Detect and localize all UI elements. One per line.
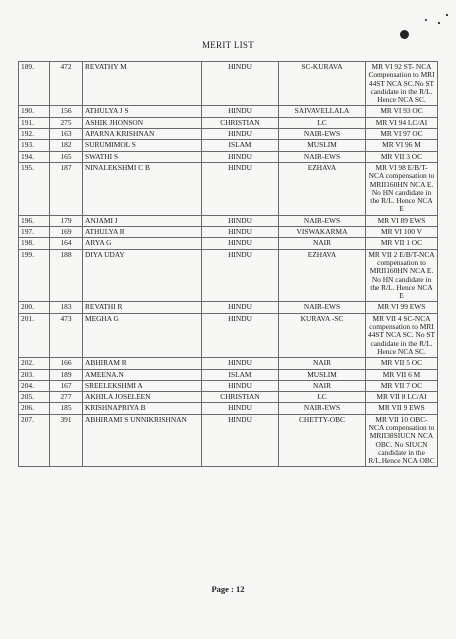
community-cell: CHETTY-OBC <box>279 414 366 467</box>
serial-number-cell: 204. <box>19 380 50 391</box>
religion-cell: ISLAM <box>202 369 279 380</box>
religion-cell: HINDU <box>202 62 279 106</box>
table-row <box>19 238 438 249</box>
candidate-name-cell: MEGHA G <box>83 313 202 357</box>
remark-cell: MR VI 89 EWS <box>366 215 438 226</box>
candidate-name-cell: SREELEKSHMI A <box>83 380 202 391</box>
community-cell: EZHAVA <box>279 162 366 215</box>
candidate-name-cell: SURUMIMOL S <box>83 140 202 151</box>
serial-number-cell: 206. <box>19 403 50 414</box>
table-row <box>19 62 438 106</box>
community-cell: NAIR <box>279 358 366 369</box>
table-row <box>19 106 438 117</box>
candidate-name-cell: ANJAMI J <box>83 215 202 226</box>
serial-number-cell: 192. <box>19 129 50 140</box>
remark-cell: MR VI 94 LC/AI <box>366 117 438 128</box>
community-cell: KURAVA -SC <box>279 313 366 357</box>
application-number-cell: 183 <box>50 302 83 313</box>
table-row <box>19 358 438 369</box>
community-cell: EZHAVA <box>279 249 366 302</box>
page-number: Page : 12 <box>211 584 245 594</box>
candidate-name-cell: ASHIK JHONSON <box>83 117 202 128</box>
application-number-cell: 169 <box>50 227 83 238</box>
religion-cell: CHRISTIAN <box>202 117 279 128</box>
community-cell: NAIR <box>279 380 366 391</box>
table-row <box>19 117 438 128</box>
candidate-name-cell: ATHULYA J S <box>83 106 202 117</box>
serial-number-cell: 202. <box>19 358 50 369</box>
candidate-name-cell: AMEENA.N <box>83 369 202 380</box>
remark-cell: MR VII 2 E/B/T-NCA compensation to MRII160HN NCA E. No HN candidate in the R/L. Hence NCA E <box>366 249 438 302</box>
serial-number-cell: 203. <box>19 369 50 380</box>
application-number-cell: 166 <box>50 358 83 369</box>
serial-number-cell: 189. <box>19 62 50 106</box>
scan-speck <box>438 22 440 24</box>
remark-cell: MR VII 5 OC <box>366 358 438 369</box>
candidate-name-cell: KRISHNAPRIYA B <box>83 403 202 414</box>
community-cell: SC-KURAVA <box>279 62 366 106</box>
religion-cell: HINDU <box>202 238 279 249</box>
table-row <box>19 302 438 313</box>
religion-cell: HINDU <box>202 302 279 313</box>
remark-cell: MR VII 7 OC <box>366 380 438 391</box>
remark-cell: MR VI 100 V <box>366 227 438 238</box>
remark-cell: MR VII 4 SC-NCA compensation to MRI 44ST NCA SC. No ST candidate in the R/L. Hence NCA SC. <box>366 313 438 357</box>
community-cell: MUSLIM <box>279 369 366 380</box>
candidate-name-cell: AKHILA JOSELEEN <box>83 392 202 403</box>
candidate-name-cell: SWATHI S <box>83 151 202 162</box>
remark-cell: MR VII 10 OBC- NCA compensation to MRII38SIUCN NCA OBC. No SIUCN candidate in the R/L.Hence NCA OBC <box>366 414 438 467</box>
candidate-name-cell: REVATHI R <box>83 302 202 313</box>
table-row <box>19 215 438 226</box>
religion-cell: HINDU <box>202 403 279 414</box>
religion-cell: HINDU <box>202 380 279 391</box>
serial-number-cell: 201. <box>19 313 50 357</box>
remark-cell: MR VI 98 E/B/T-NCA compensation to MRII160HN NCA E. No HN candidate in the R/L. Hence NCA E <box>366 162 438 215</box>
application-number-cell: 167 <box>50 380 83 391</box>
religion-cell: ISLAM <box>202 140 279 151</box>
serial-number-cell: 198. <box>19 238 50 249</box>
community-cell: VISWAKARMA <box>279 227 366 238</box>
scan-speck <box>425 19 427 21</box>
application-number-cell: 188 <box>50 249 83 302</box>
table-row <box>19 403 438 414</box>
serial-number-cell: 193. <box>19 140 50 151</box>
community-cell: NAIR <box>279 238 366 249</box>
candidate-name-cell: DIYA UDAY <box>83 249 202 302</box>
table-row <box>19 392 438 403</box>
table-row <box>19 129 438 140</box>
remark-cell: MR VI 99 EWS <box>366 302 438 313</box>
religion-cell: HINDU <box>202 227 279 238</box>
application-number-cell: 189 <box>50 369 83 380</box>
serial-number-cell: 199. <box>19 249 50 302</box>
serial-number-cell: 190. <box>19 106 50 117</box>
religion-cell: HINDU <box>202 249 279 302</box>
application-number-cell: 163 <box>50 129 83 140</box>
table-row <box>19 151 438 162</box>
candidate-name-cell: APARNA KRISHNAN <box>83 129 202 140</box>
remark-cell: MR VII 8 LC/AI <box>366 392 438 403</box>
community-cell: LC <box>279 117 366 128</box>
religion-cell: HINDU <box>202 358 279 369</box>
application-number-cell: 156 <box>50 106 83 117</box>
religion-cell: HINDU <box>202 215 279 226</box>
application-number-cell: 473 <box>50 313 83 357</box>
table-row <box>19 140 438 151</box>
application-number-cell: 164 <box>50 238 83 249</box>
religion-cell: HINDU <box>202 414 279 467</box>
application-number-cell: 472 <box>50 62 83 106</box>
religion-cell: HINDU <box>202 162 279 215</box>
religion-cell: CHRISTIAN <box>202 392 279 403</box>
religion-cell: HINDU <box>202 129 279 140</box>
table-row <box>19 249 438 302</box>
table-row <box>19 162 438 215</box>
remark-cell: MR VI 96 M <box>366 140 438 151</box>
candidate-name-cell: ABHIRAM R <box>83 358 202 369</box>
serial-number-cell: 197. <box>19 227 50 238</box>
candidate-name-cell: ARYA G <box>83 238 202 249</box>
candidate-name-cell: REVATHY M <box>83 62 202 106</box>
serial-number-cell: 196. <box>19 215 50 226</box>
community-cell: NAIR-EWS <box>279 403 366 414</box>
table-row <box>19 313 438 357</box>
community-cell: NAIR-EWS <box>279 129 366 140</box>
community-cell: NAIR-EWS <box>279 302 366 313</box>
scan-speck <box>446 14 448 16</box>
community-cell: NAIR-EWS <box>279 215 366 226</box>
remark-cell: MR VI 97 OC <box>366 129 438 140</box>
candidate-name-cell: ATHULYA R <box>83 227 202 238</box>
page-title: MERIT LIST <box>201 40 255 50</box>
candidate-name-cell: NINALEKSHMI C B <box>83 162 202 215</box>
community-cell: MUSLIM <box>279 140 366 151</box>
serial-number-cell: 205. <box>19 392 50 403</box>
community-cell: LC <box>279 392 366 403</box>
serial-number-cell: 191. <box>19 117 50 128</box>
application-number-cell: 182 <box>50 140 83 151</box>
table-row <box>19 227 438 238</box>
serial-number-cell: 195. <box>19 162 50 215</box>
application-number-cell: 185 <box>50 403 83 414</box>
candidate-name-cell: ABHIRAMI S UNNIKRISHNAN <box>83 414 202 467</box>
remark-cell: MR VII 3 OC <box>366 151 438 162</box>
table-row <box>19 380 438 391</box>
remark-cell: MR VII 9 EWS <box>366 403 438 414</box>
serial-number-cell: 207. <box>19 414 50 467</box>
application-number-cell: 165 <box>50 151 83 162</box>
application-number-cell: 275 <box>50 117 83 128</box>
religion-cell: HINDU <box>202 106 279 117</box>
application-number-cell: 187 <box>50 162 83 215</box>
remark-cell: MR VI 93 OC <box>366 106 438 117</box>
community-cell: SAIVAVELLALA <box>279 106 366 117</box>
remark-cell: MR VII 6 M <box>366 369 438 380</box>
application-number-cell: 179 <box>50 215 83 226</box>
merit-list-table <box>18 61 438 467</box>
serial-number-cell: 194. <box>19 151 50 162</box>
application-number-cell: 277 <box>50 392 83 403</box>
religion-cell: HINDU <box>202 313 279 357</box>
scan-mark-dot <box>400 30 409 39</box>
community-cell: NAIR-EWS <box>279 151 366 162</box>
remark-cell: MR VII 1 OC <box>366 238 438 249</box>
table-row <box>19 414 438 467</box>
remark-cell: MR VI 92 ST- NCA Compensation to MRI 44ST NCA SC.No ST candidate in the R/L. Hence NCA SC. <box>366 62 438 106</box>
application-number-cell: 391 <box>50 414 83 467</box>
religion-cell: HINDU <box>202 151 279 162</box>
serial-number-cell: 200. <box>19 302 50 313</box>
table-row <box>19 369 438 380</box>
